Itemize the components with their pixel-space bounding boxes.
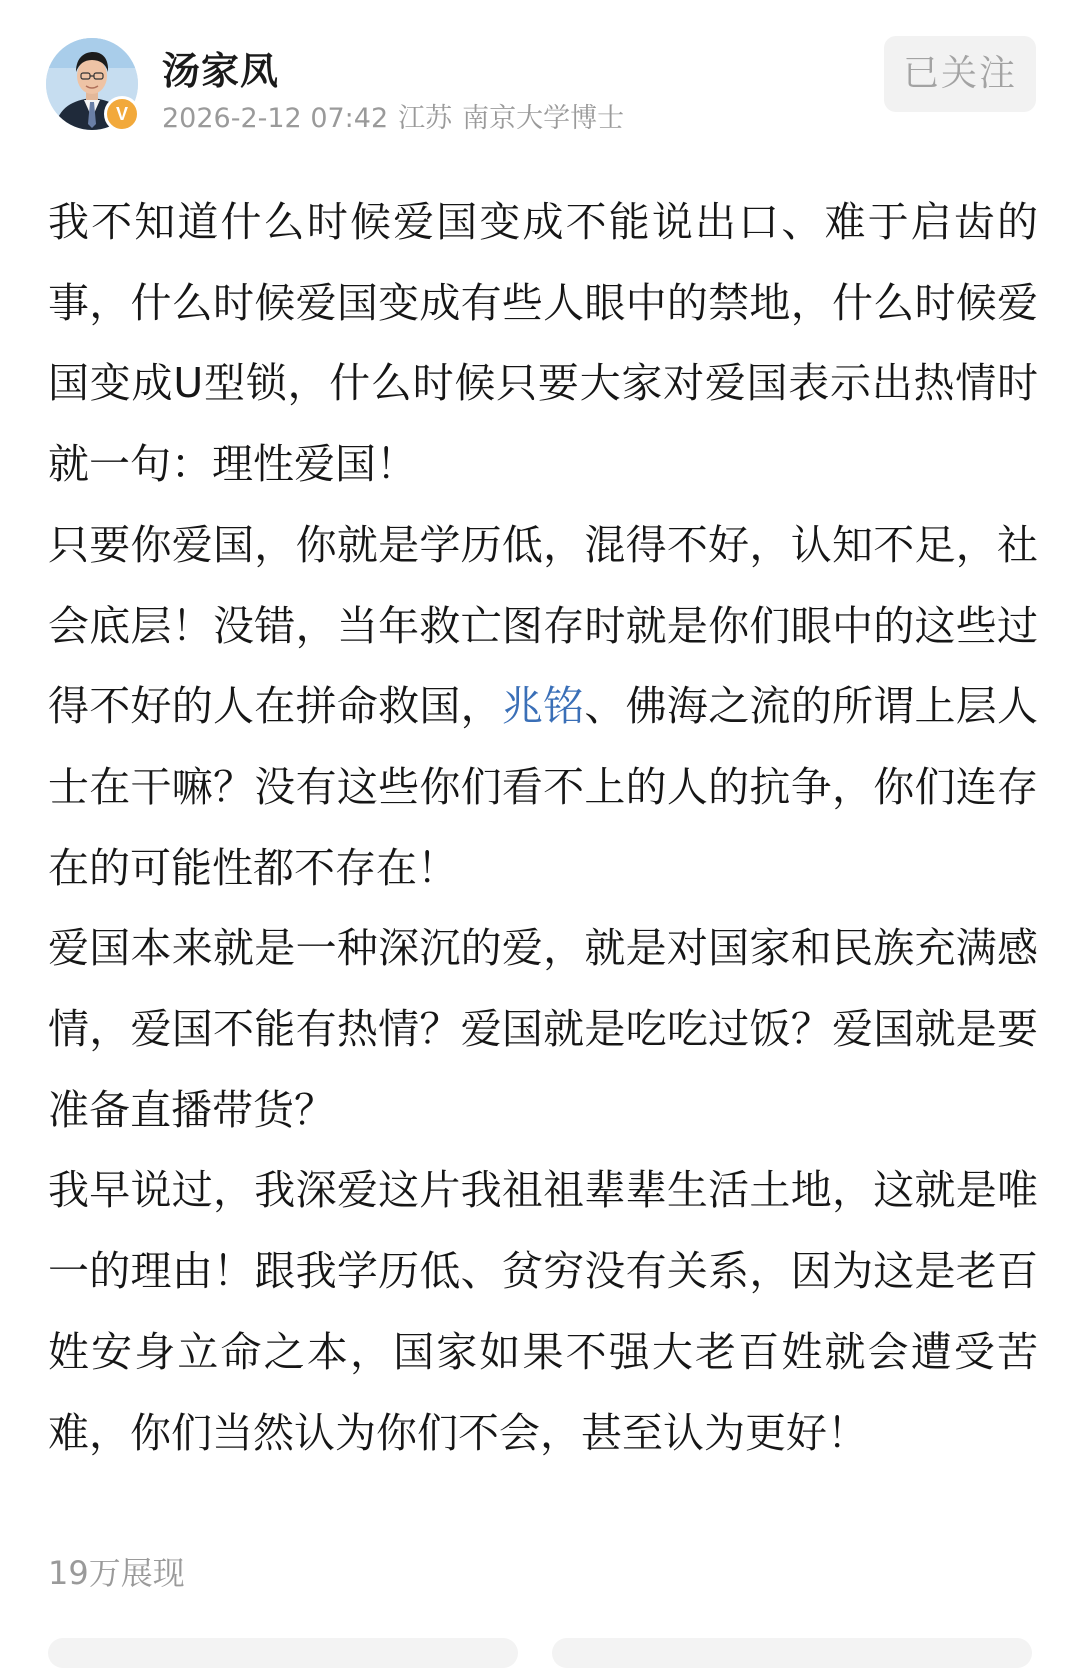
post-header: [0, 0, 1080, 150]
post-paragraph: [48, 505, 1038, 909]
post-paragraph: 我不知道什么时候爱国变成不能说出口、难于启齿的事，什么时候爱国变成有些人眼中的禁地，什么时候爱国变成U型锁，什么时候只要大家对爱国表示出热情时就一句：理性爱国！: [48, 198, 1038, 489]
impressions-count: 19万展现: [48, 1554, 185, 1592]
post-meta: [162, 96, 634, 135]
post-paragraph: 我早说过，我深爱这片我祖祖辈辈生活土地，这就是唯一的理由！跟我学历低、贫穷没有关系，因为这是老百姓安身立命之本，国家如果不强大老百姓就会遭受苦难，你们当然认为你们不会，甚至认为更好！: [48, 1166, 1038, 1457]
mention-link[interactable]: 兆铭: [501, 682, 585, 731]
post-paragraph: 爱国本来就是一种深沉的爱，就是对国家和民族充满感情，爱国不能有热情？爱国就是吃吃过饭？爱国就是要准备直播带货？: [48, 924, 1038, 1134]
post-timestamp: 2026-2-12 07:42: [162, 103, 389, 134]
follow-button[interactable]: 已关注: [884, 36, 1036, 112]
action-pill[interactable]: [552, 1638, 1032, 1668]
post-body: [48, 182, 1038, 1473]
author-location: 江苏: [398, 103, 453, 134]
post-text: 只要你爱国，你就是学历低，混得不好，认知不足，社会底层！没错，当年救亡图存时就是你们眼中的这些过得不好的人在拼命救国，: [48, 520, 1038, 731]
action-pill[interactable]: [48, 1638, 518, 1668]
action-bar: [0, 1634, 1080, 1651]
author-title: 南京大学博士: [462, 103, 625, 134]
author-name[interactable]: 汤家凤: [162, 49, 280, 93]
post-text: 、佛海之流的所谓上层人士在干嘛？没有这些你们看不上的人的抗争，你们连存在的可能性都不存在！: [48, 682, 1039, 892]
verified-badge-icon: V: [104, 96, 140, 132]
